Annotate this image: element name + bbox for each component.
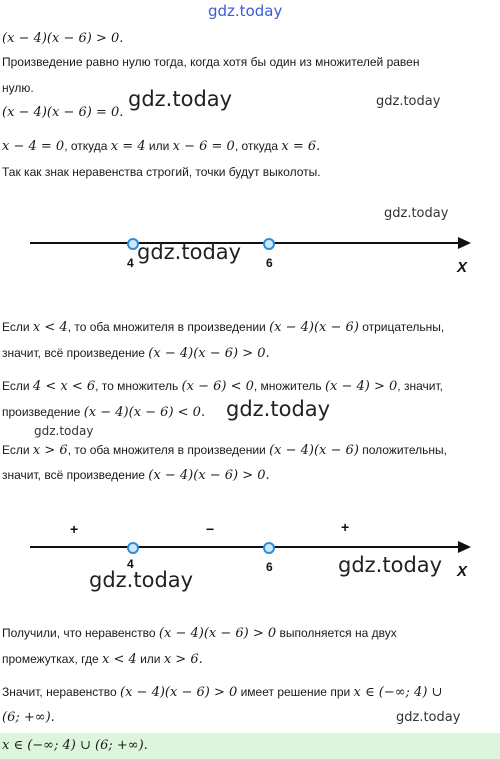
inequality-statement: (x − 4)(x − 6) > 0. — [2, 31, 124, 46]
watermark: gdz.today — [376, 94, 441, 109]
math-expr: (x − 4)(x − 6) > 0. — [148, 346, 270, 361]
text-run: Если — [2, 443, 33, 457]
math-expr: x = 6. — [281, 139, 321, 154]
number-line-2-arrow — [458, 541, 471, 553]
math-expr: (x − 4)(x − 6) > 0 — [120, 685, 238, 700]
text-run: или — [136, 652, 164, 666]
text-run: , откуда — [64, 139, 111, 153]
conclusion-line-2 — [2, 652, 203, 667]
sign-middle: − — [206, 521, 215, 537]
text-run: имеет решение при — [237, 685, 354, 699]
conclusion-line-3 — [2, 685, 442, 700]
watermark: gdz.today — [226, 397, 331, 421]
text-run: , откуда — [234, 139, 282, 153]
answer-text: x ∈ (−∞; 4) ∪ (6; +∞). — [2, 738, 148, 753]
watermark: gdz.today — [128, 87, 233, 111]
sign-left: + — [70, 521, 79, 537]
math-expr: x − 6 = 0 — [172, 139, 235, 154]
text-run: Если — [2, 320, 33, 334]
number-line-1 — [30, 242, 460, 244]
answer-box — [0, 733, 500, 759]
watermark: gdz.today — [34, 424, 94, 438]
math-expr: x > 6. — [163, 652, 203, 667]
text-run: , то оба множителя в произведении — [67, 443, 270, 457]
watermark: gdz.today — [89, 568, 194, 592]
text-run: или — [145, 139, 173, 153]
math-expr: x > 6 — [32, 443, 68, 458]
math-expr: (x − 4) > 0 — [324, 379, 398, 394]
text-zero-product: Произведение равно нулю тогда, когда хотя бы один из множителей равен — [2, 55, 420, 69]
roots-line — [2, 139, 320, 154]
text-run: , то оба множителя в произведении — [67, 320, 270, 334]
math-expr: x < 4 — [102, 652, 137, 667]
text-run: положительны, — [358, 443, 448, 457]
math-expr: x ∈ (−∞; 4) ∪ — [353, 685, 443, 700]
point-open-6 — [263, 238, 275, 250]
conclusion-line-1 — [2, 626, 397, 641]
sign-right: + — [341, 519, 350, 535]
text-run: произведение — [2, 405, 84, 419]
case-greater-6-line-1 — [2, 443, 447, 458]
text-run: выполняется на двух — [276, 626, 397, 640]
point-open-6 — [263, 542, 275, 554]
text-run: , множитель — [253, 379, 325, 393]
math-expr: (x − 6) < 0 — [181, 379, 254, 394]
watermark: gdz.today — [396, 710, 461, 725]
text-run: , то множитель — [95, 379, 182, 393]
conclusion-line-4: (6; +∞). — [2, 710, 55, 725]
text-run: значит, всё произведение — [2, 346, 149, 360]
case-greater-6-line-2 — [2, 468, 270, 483]
text-run: промежутках, где — [2, 652, 102, 666]
text-run: значит, всё произведение — [2, 468, 149, 482]
text-run: отрицательны, — [358, 320, 445, 334]
tick-label-4: 4 — [127, 256, 134, 270]
math-expr: (x − 4)(x − 6) > 0. — [148, 468, 270, 483]
text-zero-product-end: нулю. — [2, 81, 34, 95]
case-less-4-line-1 — [2, 320, 444, 335]
text-strict: Так как знак неравенства строгий, точки будут выколоты. — [2, 165, 321, 179]
tick-label-6: 6 — [266, 256, 273, 270]
watermark: gdz.today — [384, 206, 449, 221]
case-less-4-line-2 — [2, 346, 270, 361]
number-line-1-arrow — [458, 237, 471, 249]
point-open-4 — [127, 542, 139, 554]
watermark: gdz.today — [137, 240, 242, 264]
axis-label-x: X — [457, 563, 468, 580]
case-between-line-2 — [2, 405, 205, 420]
number-line-2 — [30, 546, 460, 548]
watermark-top: gdz.today — [208, 2, 283, 20]
math-expr: (x − 4)(x − 6) — [269, 320, 359, 335]
math-expr: (x − 4)(x − 6) < 0. — [83, 405, 206, 420]
math-expr: (x − 4)(x − 6) — [269, 443, 359, 458]
text-run: Значит, неравенство — [2, 685, 121, 699]
math-expr: (x − 4)(x − 6) > 0 — [158, 626, 277, 641]
text-run: , значит, — [397, 379, 443, 393]
text-run: Получили, что неравенство — [2, 626, 159, 640]
equation-zero: (x − 4)(x − 6) = 0. — [2, 105, 124, 120]
axis-label-x: X — [457, 259, 468, 276]
text-run: Если — [2, 379, 33, 393]
math-expr: x = 4 — [110, 139, 146, 154]
watermark: gdz.today — [338, 553, 443, 577]
math-expr: x − 4 = 0 — [2, 139, 65, 154]
tick-label-4: 4 — [127, 557, 134, 571]
math-expr: 4 < x < 6 — [32, 379, 96, 394]
math-expr: x < 4 — [32, 320, 68, 335]
case-between-line-1 — [2, 379, 443, 394]
tick-label-6: 6 — [266, 560, 273, 574]
